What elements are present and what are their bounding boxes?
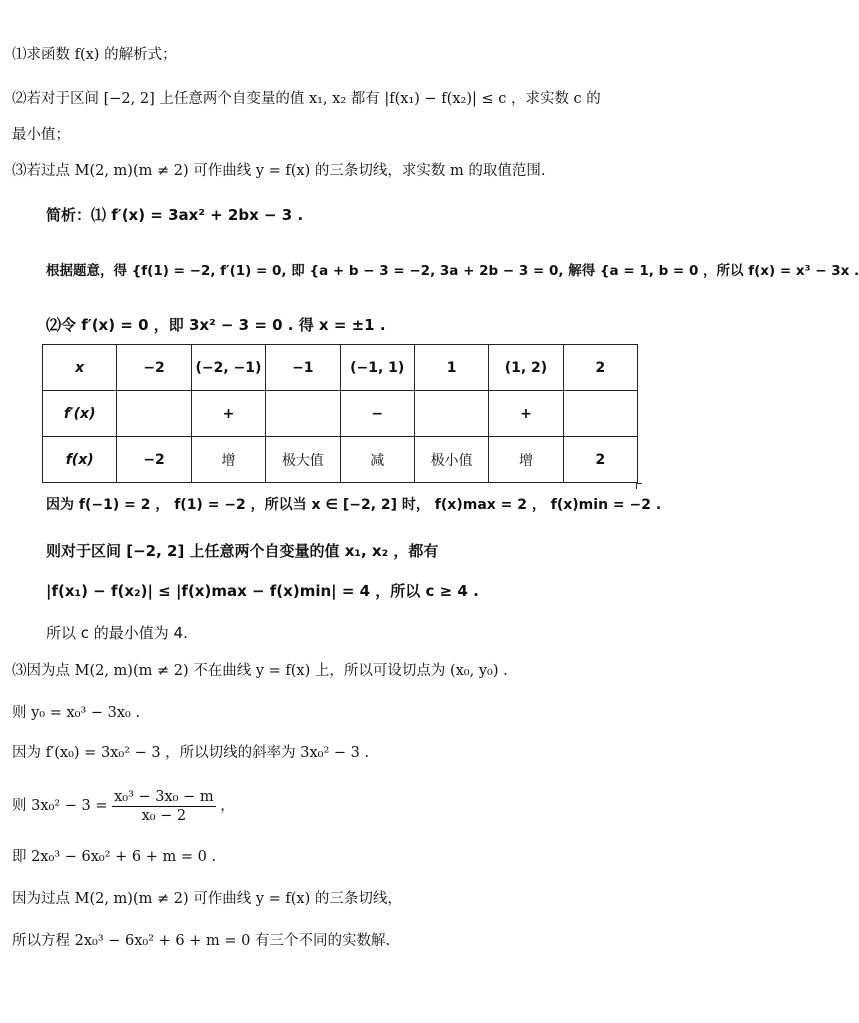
table-cell: (−1, 1) xyxy=(340,345,414,391)
part-3-slope: 因为 f′(x₀) = 3x₀² − 3 ，所以切线的斜率为 3x₀² − 3 . xyxy=(12,745,370,761)
table-cell xyxy=(414,391,488,437)
solution-part-2-derivative: ⑵令 f′(x) = 0 ，即 3x² − 3 = 0 . 得 x = ±1 . xyxy=(46,316,386,334)
table-cell: 极小值 xyxy=(414,437,488,483)
question-3: ⑶若过点 M(2, m)(m ≠ 2) 可作曲线 y = f(x) 的三条切线，求实数 m 的取值范围. xyxy=(12,163,546,179)
table-cell: (−2, −1) xyxy=(191,345,265,391)
table-cell: + xyxy=(191,391,265,437)
table-row xyxy=(43,345,638,391)
table-cell: 增 xyxy=(489,437,563,483)
solution-extrema: 因为 f(−1) = 2 ， f(1) = −2 ，所以当 x ∈ [−2, 2] 时， f(x)max = 2 ， f(x)min = −2 . xyxy=(46,497,662,513)
fraction-denominator: x₀ − 2 xyxy=(141,807,187,824)
part-3-three-tangents: 因为过点 M(2, m)(m ≠ 2) 可作曲线 y = f(x) 的三条切线， xyxy=(12,891,402,907)
table-cell: −2 xyxy=(117,345,191,391)
table-cell: f′(x) xyxy=(43,391,117,437)
solution-part-1: 简析：⑴ f′(x) = 3ax² + 2bx − 3 . xyxy=(46,206,304,224)
solution-interval-statement: 则对于区间 [−2, 2] 上任意两个自变量的值 x₁, x₂ ，都有 xyxy=(46,542,439,560)
table-cell xyxy=(266,391,340,437)
table-cell: f(x) xyxy=(43,437,117,483)
table-row xyxy=(43,391,638,437)
table-cell: 2 xyxy=(563,437,637,483)
question-1: ⑴求函数 f(x) 的解析式； xyxy=(12,47,177,63)
solution-inequality: |f(x₁) − f(x₂)| ≤ |f(x)max − f(x)min| = 4 ，所以 c ≥ 4 . xyxy=(46,582,479,600)
question-2: ⑵若对于区间 [−2, 2] 上任意两个自变量的值 x₁, x₂ 都有 |f(x₁) − f(x₂)| ≤ c ，求实数 c 的 xyxy=(12,91,601,107)
table-cell: 极大值 xyxy=(266,437,340,483)
table-cell: 减 xyxy=(340,437,414,483)
part-3-cubic-equation: 即 2x₀³ − 6x₀² + 6 + m = 0 . xyxy=(12,849,217,865)
monotonicity-table xyxy=(42,344,638,483)
table-cell: x xyxy=(43,345,117,391)
fraction-numerator: x₀³ − 3x₀ − m xyxy=(114,788,214,805)
table-cell: 增 xyxy=(191,437,265,483)
table-cell: + xyxy=(489,391,563,437)
equation-right: ， xyxy=(220,798,235,814)
table-cell: 1 xyxy=(414,345,488,391)
table-cell xyxy=(117,391,191,437)
table-row xyxy=(43,437,638,483)
solution-minimum-c: 所以 c 的最小值为 4. xyxy=(46,624,188,642)
table-cell xyxy=(563,391,637,437)
table-cell: −1 xyxy=(266,345,340,391)
part-3-y0: 则 y₀ = x₀³ − 3x₀ . xyxy=(12,705,141,721)
part-3-slope-equation xyxy=(12,786,634,826)
solution-system-equations: 根据题意，得 {f(1) = −2, f′(1) = 0, 即 {a + b − 3 = −2, 3a + 2b − 3 = 0, 解得 {a = 1, b = 0 ，所以 f(x) = x³ − 3x . xyxy=(46,263,859,279)
table-cell: (1, 2) xyxy=(489,345,563,391)
equation-left: 则 3x₀² − 3 = xyxy=(12,798,108,814)
fraction xyxy=(112,788,216,825)
table-cell: 2 xyxy=(563,345,637,391)
question-2-continued: 最小值； xyxy=(12,127,70,143)
table-cell: −2 xyxy=(117,437,191,483)
page-corner-mark xyxy=(636,483,642,489)
part-3-tangent-point: ⑶因为点 M(2, m)(m ≠ 2) 不在曲线 y = f(x) 上，所以可设切点为 (x₀, y₀) . xyxy=(12,663,508,679)
table-cell: − xyxy=(340,391,414,437)
part-3-conclusion: 所以方程 2x₀³ − 6x₀² + 6 + m = 0 有三个不同的实数解. xyxy=(12,933,391,949)
